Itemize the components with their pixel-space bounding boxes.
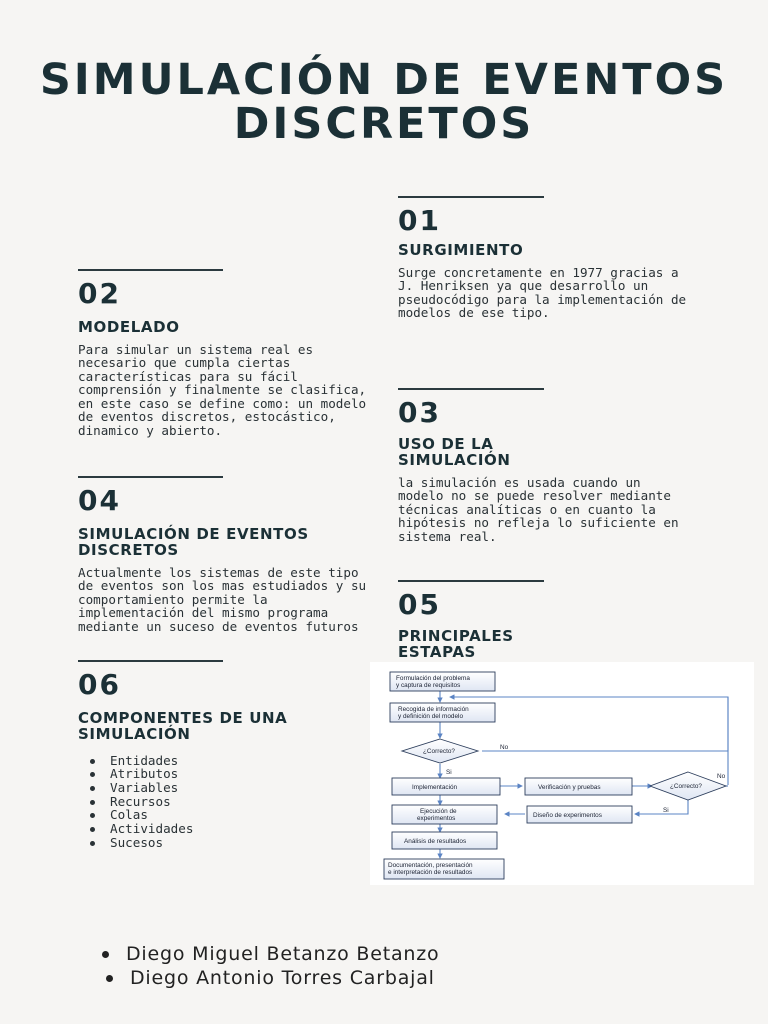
flow-label: Formulación del problema xyxy=(396,675,470,682)
section-number: 03 xyxy=(398,395,441,429)
flow-label: ¿Correcto? xyxy=(423,748,455,755)
divider xyxy=(398,196,544,198)
list-item: Actividades xyxy=(78,822,368,836)
section-text: Actualmente los sistemas de este tipo de eventos son los mas estudiados y su comportamiento permite la implementación del mismo programa mediante un suceso de eventos futuros xyxy=(78,564,367,634)
flow-label: ¿Correcto? xyxy=(670,783,702,790)
list-item: Entidades xyxy=(78,754,368,768)
section-heading: USO DE LA SIMULACIÓN xyxy=(398,434,511,469)
authors-list xyxy=(98,942,439,990)
section-text: Surge concretamente en 1977 gracias a J. Henriksen ya que desarrollo un pseudocódigo para la implementación de modelos de ese tipo. xyxy=(398,264,687,321)
components-list xyxy=(78,754,368,850)
flow-label: Implementación xyxy=(412,784,458,791)
author-item: Diego Antonio Torres Carbajal xyxy=(102,966,439,990)
divider xyxy=(78,269,223,271)
flow-label: No xyxy=(500,744,509,751)
section-heading: COMPONENTES DE UNA SIMULACIÓN xyxy=(78,708,288,743)
section-number: 04 xyxy=(78,483,121,517)
list-item: Colas xyxy=(78,808,368,822)
section-number: 01 xyxy=(398,203,441,237)
section-05 xyxy=(398,580,598,660)
flow-label: Verificación y pruebas xyxy=(538,784,601,791)
flow-label: experimentos xyxy=(417,815,456,822)
divider xyxy=(398,580,544,582)
flowchart-svg xyxy=(370,662,754,885)
flow-label: Si xyxy=(663,807,669,814)
section-heading: PRINCIPALES ESTAPAS xyxy=(398,626,514,661)
section-number: 05 xyxy=(398,587,441,621)
section-01 xyxy=(398,196,698,320)
flow-label: Recogida de información xyxy=(398,706,469,713)
section-heading: SURGIMIENTO xyxy=(398,240,524,259)
flow-label: y definición del modelo xyxy=(398,713,464,720)
list-item: Recursos xyxy=(78,795,368,809)
divider xyxy=(78,476,223,478)
flow-label: Diseño de experimentos xyxy=(533,812,602,819)
list-item: Variables xyxy=(78,781,368,795)
section-04 xyxy=(78,476,368,633)
section-text: Para simular un sistema real es necesario que cumpla ciertas características para su fácil comprensión y finalmente se clasifica, en este caso se define como: un modelo de eventos discretos, estocástico, dinamico y abierto. xyxy=(78,341,367,439)
list-item: Sucesos xyxy=(78,836,368,850)
section-number: 02 xyxy=(78,276,121,310)
divider xyxy=(78,660,223,662)
flow-label: Si xyxy=(446,769,452,776)
author-item: Diego Miguel Betanzo Betanzo xyxy=(98,942,439,966)
flow-label: Ejecución de xyxy=(420,808,457,815)
section-heading: MODELADO xyxy=(78,317,180,336)
flow-label: No xyxy=(717,773,726,780)
flow-label: y captura de requisitos xyxy=(396,682,461,689)
list-item: Atributos xyxy=(78,767,368,781)
page-title-text: SIMULACIÓN DE EVENTOS DISCRETOS xyxy=(39,55,729,149)
flow-label: Documentación, presentación xyxy=(388,862,473,869)
section-02 xyxy=(78,269,368,438)
section-text: la simulación es usada cuando un modelo no se puede resolver mediante técnicas analíticas o en cuanto la hipótesis no refleja lo suficiente en sistema real. xyxy=(398,474,679,544)
page-title xyxy=(0,55,768,149)
divider xyxy=(398,388,544,390)
flow-label: Análisis de resultados xyxy=(404,838,467,845)
flow-label: e interpretación de resultados xyxy=(388,869,473,876)
section-03 xyxy=(398,388,688,543)
stages-flowchart xyxy=(370,662,754,885)
section-number: 06 xyxy=(78,667,121,701)
section-heading: SIMULACIÓN DE EVENTOS DISCRETOS xyxy=(78,524,309,559)
section-06 xyxy=(78,660,368,849)
